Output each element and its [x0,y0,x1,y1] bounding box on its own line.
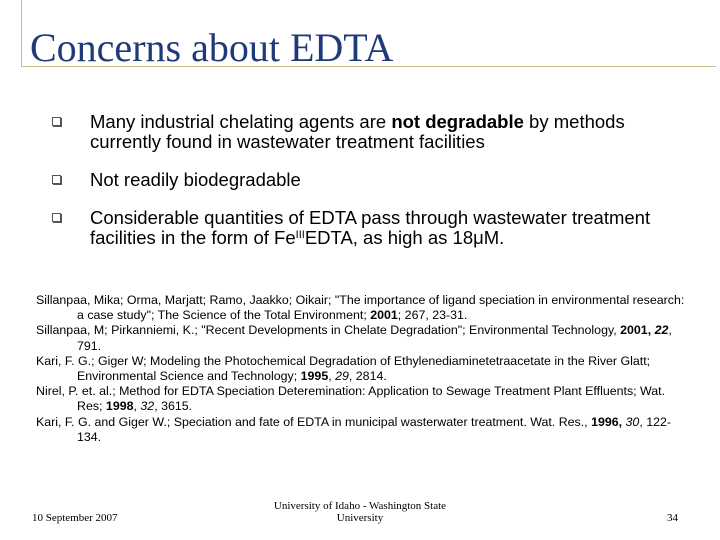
reference-text: Kari, F. G.; Giger W; Modeling the Photochemical Degradation of Ethylenediaminetetraacetate in the River Glatt; Environmental Science and Technology; [36,353,651,384]
footer-institution [255,500,465,524]
slide-title: Concerns about EDTA [30,25,394,70]
reference-item: Nirel, P. et. al.; Method for EDTA Speciation Deteremination: Application to Sewage Treatment Plant Effluents; Wat. Res; 1998, 32, 3615. [36,384,666,414]
reference-year: 1995 [300,369,329,384]
bullet-item-not-degradable [52,112,682,152]
reference-item [36,323,686,353]
square-bullet-icon [52,117,61,126]
square-bullet-icon [52,175,61,184]
slide-footer [0,470,720,530]
footer-institution-line1: University of Idaho - Washington State [273,500,447,512]
reference-volume: 22 [654,323,669,338]
reference-tail: ; 267, 23-31. [397,308,468,323]
reference-text: Kari, F. G. and Giger W.; Speciation and fate of EDTA in municipal wasterwater treatment. Wat. Res., [36,414,592,429]
reference-item: Kari, F. G.; Giger W; Modeling the Photochemical Degradation of Ethylenediaminetetraacetate in the River Glatt; Environmental Science and Technology; 1995, 29, 2814. [36,353,651,384]
reference-text: Sillanpaa, M; Pirkanniemi, K.; "Recent Developments in Chelate Degradation"; Environmental Technology, [36,323,621,338]
bullet-text: EDTA, as high as 18μM. [304,227,505,248]
bullet-text: Considerable quantities of EDTA pass through wastewater treatment facilities in the form of Fe [90,207,651,248]
reference-tail: , 122-134. [77,414,672,444]
reference-item [36,293,686,323]
reference-tail: , 2814. [348,369,387,384]
reference-list [36,293,686,445]
bullet-text: by methods currently found in wastewater treatment facilities [90,111,625,152]
reference-year: 1998 [105,399,134,414]
page-number: 34 [667,512,678,524]
reference-tail: , 3615. [154,399,193,414]
reference-item [36,415,686,445]
reference-volume: 32 [140,399,155,414]
reference-volume: 29 [335,369,349,384]
bullet-text: Not readily biodegradable [90,169,301,190]
reference-year: 1996, [591,414,623,429]
reference-year: 2001 [370,308,398,323]
reference-tail: , 791. [77,323,672,353]
bullet-item-biodegradable [52,170,682,190]
bullet-emphasis: not degradable [391,111,524,132]
superscript-oxidation-state: III [295,229,305,241]
footer-institution-line2: University [336,512,384,524]
reference-text: Sillanpaa, Mika; Orma, Marjatt; Ramo, Jaakko; Oikair; "The importance of ligand speciation in environmental research: a case study"; The Science of the Total Environment; [36,293,685,323]
bullet-list [52,112,682,248]
footer-date: 10 September 2007 [32,512,118,524]
frame-line-vertical [21,0,22,66]
reference-volume: 30 [625,414,640,429]
bullet-item-quantities [52,208,682,248]
square-bullet-icon [52,213,61,222]
bullet-text: Many industrial chelating agents are [90,111,392,132]
reference-year: 2001, [620,323,652,338]
reference-text: Nirel, P. et. al.; Method for EDTA Speciation Deteremination: Application to Sewage Treatment Plant Effluents; Wat. Res; [36,384,666,414]
